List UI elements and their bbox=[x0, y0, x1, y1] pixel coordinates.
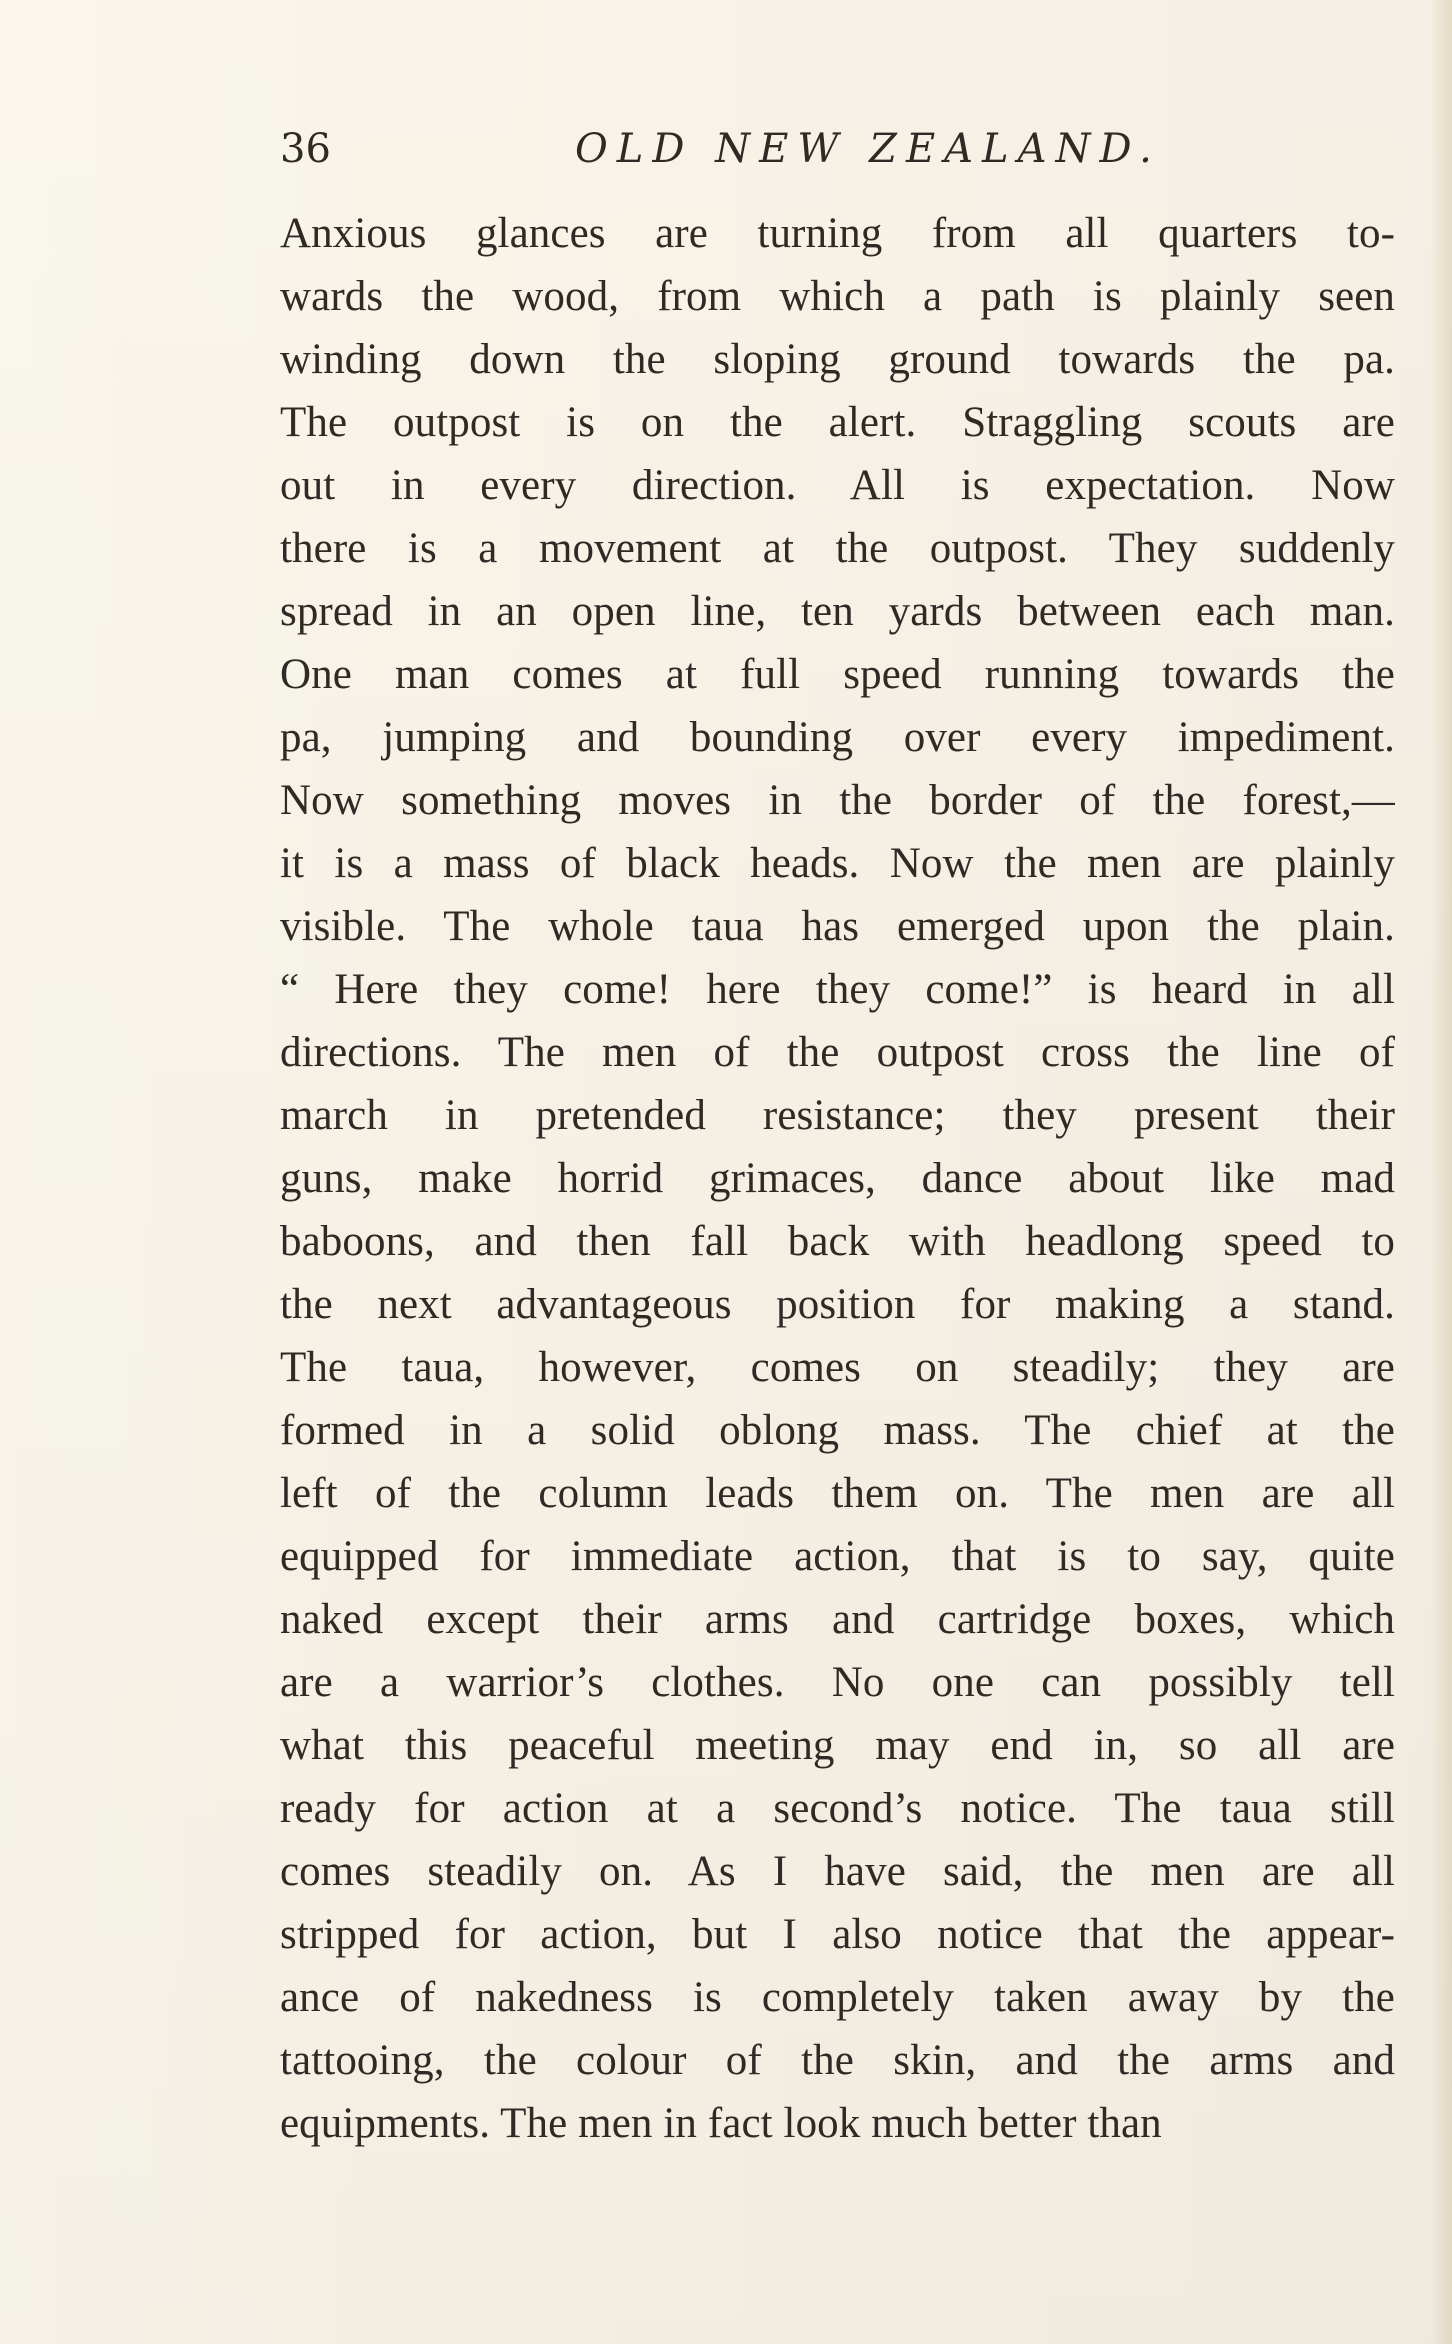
text-line: comes steadily on. As I have said, the men are all bbox=[280, 1848, 1395, 1895]
text-line: ready for action at a second’s notice. The taua still bbox=[280, 1785, 1395, 1832]
page-number: 36 bbox=[280, 126, 331, 172]
text-line: formed in a solid oblong mass. The chief at the bbox=[280, 1407, 1395, 1454]
text-line: The taua, however, comes on steadily; they are bbox=[280, 1344, 1395, 1391]
text-line: visible. The whole taua has emerged upon the plain. bbox=[280, 903, 1395, 950]
text-line: tattooing, the colour of the skin, and the arms and bbox=[280, 2037, 1395, 2084]
body-text bbox=[280, 202, 1395, 2155]
text-line: naked except their arms and cartridge boxes, which bbox=[280, 1596, 1395, 1643]
text-line: baboons, and then fall back with headlong speed to bbox=[280, 1218, 1395, 1265]
text-line: Anxious glances are turning from all quarters to- bbox=[280, 210, 1395, 257]
text-line: winding down the sloping ground towards the pa. bbox=[280, 336, 1395, 383]
text-line: The outpost is on the alert. Straggling scouts are bbox=[280, 399, 1395, 446]
text-line: One man comes at full speed running towards the bbox=[280, 651, 1395, 698]
text-line: left of the column leads them on. The men are all bbox=[280, 1470, 1395, 1517]
text-line: the next advantageous position for making a stand. bbox=[280, 1281, 1395, 1328]
text-line: Now something moves in the border of the forest,— bbox=[280, 777, 1395, 824]
text-line: are a warrior’s clothes. No one can possibly tell bbox=[280, 1659, 1395, 1706]
page-edge-shadow bbox=[1430, 0, 1452, 2344]
running-head: OLD NEW ZEALAND. bbox=[575, 126, 1161, 172]
text-line: “ Here they come! here they come!” is heard in all bbox=[280, 966, 1395, 1013]
text-line: what this peaceful meeting may end in, so all are bbox=[280, 1722, 1395, 1769]
text-line: equipments. The men in fact look much better than bbox=[280, 2100, 1162, 2147]
text-line: pa, jumping and bounding over every impediment. bbox=[280, 714, 1395, 761]
page-header bbox=[280, 124, 1161, 174]
text-line: ance of nakedness is completely taken away by the bbox=[280, 1974, 1395, 2021]
text-line: march in pretended resistance; they present their bbox=[280, 1092, 1395, 1139]
text-line: spread in an open line, ten yards between each man. bbox=[280, 588, 1395, 635]
text-line: it is a mass of black heads. Now the men are plainly bbox=[280, 840, 1395, 887]
text-line: directions. The men of the outpost cross the line of bbox=[280, 1029, 1395, 1076]
text-line: out in every direction. All is expectation. Now bbox=[280, 462, 1395, 509]
text-line: guns, make horrid grimaces, dance about like mad bbox=[280, 1155, 1395, 1202]
text-line: stripped for action, but I also notice that the appear- bbox=[280, 1911, 1395, 1958]
text-line: there is a movement at the outpost. They suddenly bbox=[280, 525, 1395, 572]
text-line: equipped for immediate action, that is to say, quite bbox=[280, 1533, 1395, 1580]
text-line: wards the wood, from which a path is plainly seen bbox=[280, 273, 1395, 320]
